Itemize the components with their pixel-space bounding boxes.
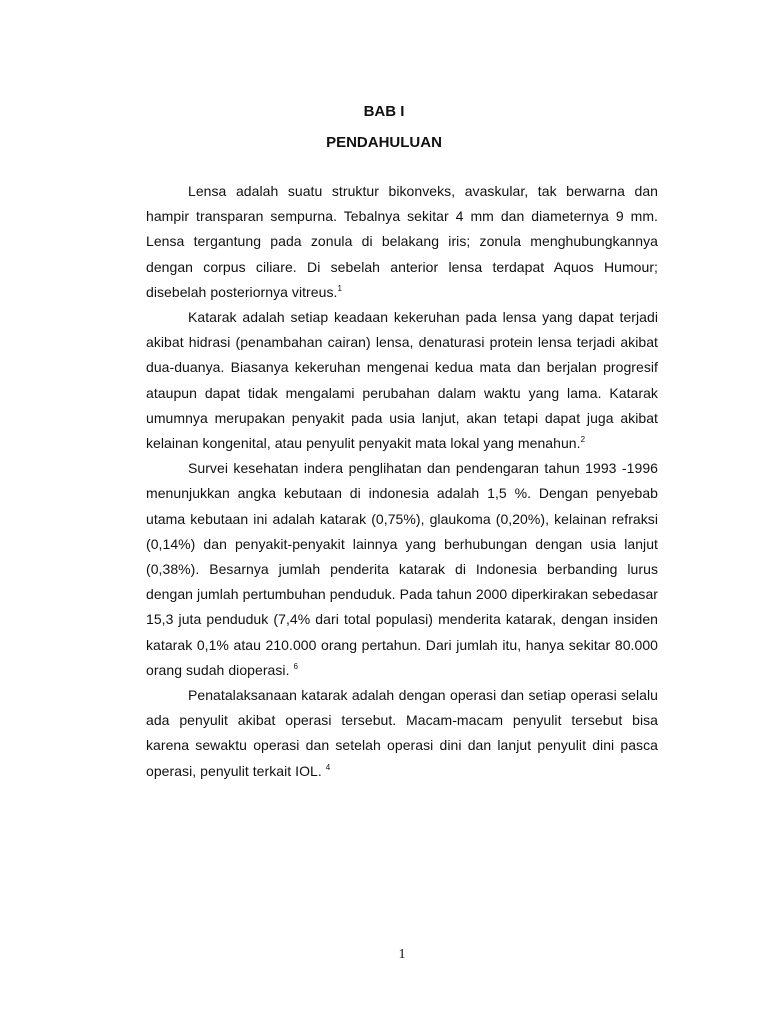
footnote-reference: 2 xyxy=(580,435,586,445)
paragraph-text: Survei kesehatan indera penglihatan dan pendengaran tahun 1993 -1996 menunjukkan angka kebutaan di indonesia adalah 1,5 %. Dengan penyebab utama kebutaan ini adalah katarak (0,75%), glaukoma (0,20%), kelainan refraksi (0,14%) dan penyakit-penyakit lainnya yang berhubungan dengan usia lanjut (0,38%). Besarnya jumlah penderita katarak di Indonesia berbanding lurus dengan jumlah pertumbuhan penduduk. Pada tahun 2000 diperkirakan sebedasar 15,3 juta penduduk (7,4% dari total populasi) menderita katarak, dengan insiden katarak 0,1% atau 210.000 orang pertahun. Dari jumlah itu, hanya sekitar 80.000 orang sudah dioperasi. xyxy=(146,460,658,678)
paragraph-text: Penatalaksanaan katarak adalah dengan operasi dan setiap operasi selalu ada penyulit akibat operasi tersebut. Macam-macam penyulit tersebut bisa karena sewaktu operasi dan setelah operasi dini dan lanjut penyulit dini pasca operasi, penyulit terkait IOL. xyxy=(146,687,658,779)
paragraph-penatalaksanaan xyxy=(146,683,658,784)
paragraph-katarak xyxy=(146,305,658,456)
paragraph-lensa xyxy=(146,179,658,305)
footnote-reference: 6 xyxy=(293,661,298,671)
footnote-reference: 1 xyxy=(337,283,342,293)
footnote-reference: 4 xyxy=(325,762,331,772)
chapter-heading: BAB I xyxy=(363,103,405,120)
chapter-title: PENDAHULUAN xyxy=(326,134,442,151)
document-body xyxy=(146,179,658,784)
paragraph-text: Lensa adalah suatu struktur bikonveks, avaskular, tak berwarna dan hampir transparan sempurna. Tebalnya sekitar 4 mm dan diameternya 9 mm. Lensa tergantung pada zonula di belakang iris; zonula menghubungkannya dengan corpus ciliare. Di sebelah anterior lensa terdapat Aquos Humour; disebelah posteriornya vitreus. xyxy=(146,183,658,300)
paragraph-text: Katarak adalah setiap keadaan kekeruhan pada lensa yang dapat terjadi akibat hidrasi (penambahan cairan) lensa, denaturasi protein lensa terjadi akibat dua-duanya. Biasanya kekeruhan mengenai kedua mata dan berjalan progresif ataupun dapat tidak mengalami perubahan dalam waktu yang lama. Katarak umumnya merupakan penyakit pada usia lanjut, akan tetapi dapat juga akibat kelainan kongenital, atau penyulit penyakit mata lokal yang menahun. xyxy=(146,309,658,452)
page-number: 1 xyxy=(398,947,406,962)
paragraph-survei xyxy=(146,456,658,683)
